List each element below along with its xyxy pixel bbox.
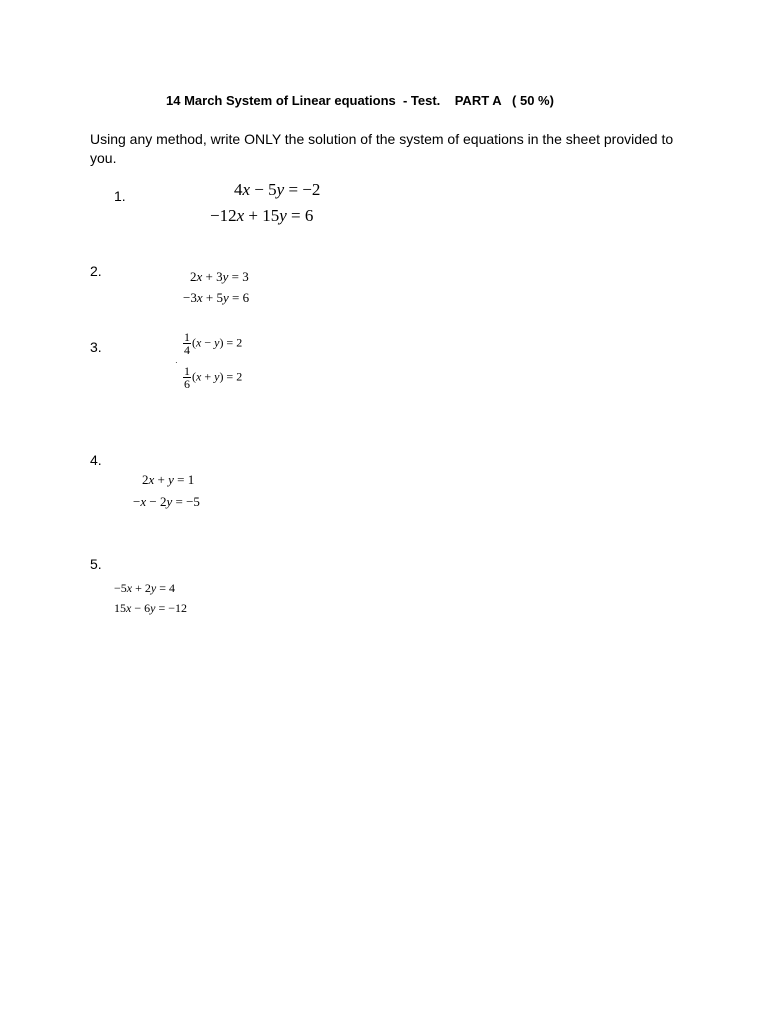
problem-number: 1.	[114, 188, 126, 204]
problem-number: 5.	[90, 556, 102, 572]
equation: 15x − 6y = −12	[114, 601, 187, 615]
equation: −3x + 5y = 6	[183, 290, 250, 305]
equation: −12x + 15y = 6	[210, 206, 314, 225]
page-title: 14 March System of Linear equations - Test. PART A ( 50 %)	[166, 93, 554, 108]
equation: 2x + y = 1	[142, 472, 195, 487]
instructions: Using any method, write ONLY the solution of the system of equations in the sheet provided to you.	[90, 131, 674, 166]
equation: $\frac{1}{6}$ (x + y) = 2	[184, 364, 243, 391]
equation: 4x − 5y = −2	[234, 180, 321, 199]
equation: −x − 2y = −5	[133, 494, 200, 509]
problem-number: 4.	[90, 452, 102, 468]
equation: $\frac{1}{4}$ (x − y) = 2	[184, 330, 243, 357]
fraction: $\frac{1}{6}$	[184, 364, 190, 391]
equation: −5x + 2y = 4	[114, 581, 175, 595]
stray-dot: ·	[175, 358, 178, 367]
problem-number: 2.	[90, 263, 102, 279]
problem-number: 3.	[90, 339, 102, 355]
fraction: $\frac{1}{4}$	[184, 330, 190, 357]
equation: 2x + 3y = 3	[190, 269, 249, 284]
